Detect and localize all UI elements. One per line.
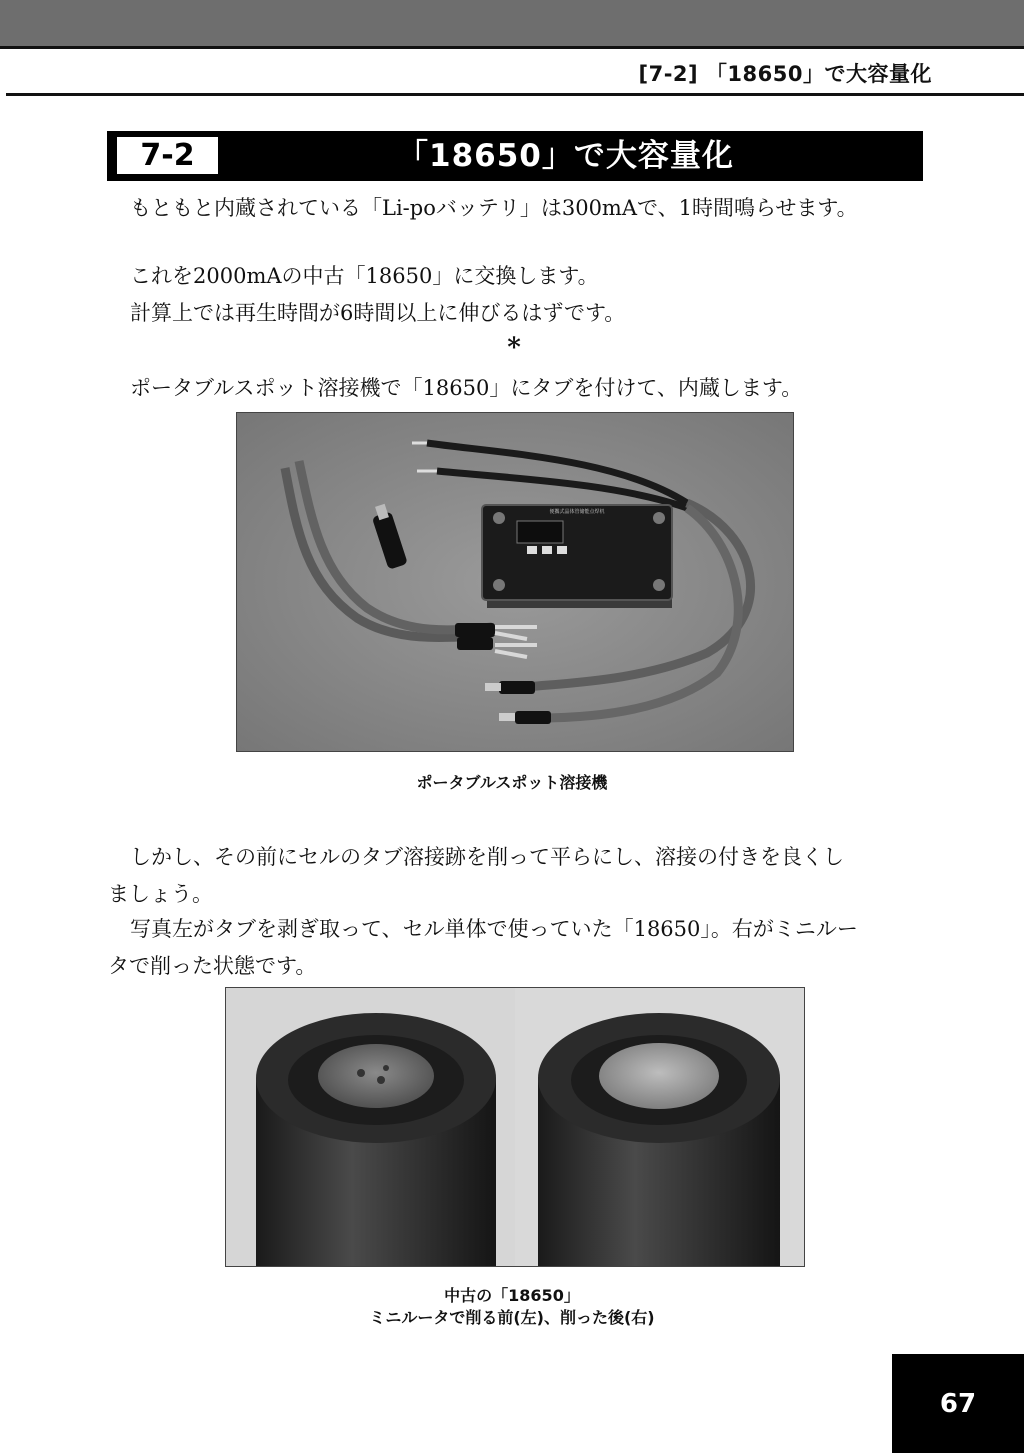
paragraph-6-line-2: タで削った状態です。 xyxy=(108,954,317,978)
top-band xyxy=(0,0,1024,46)
section-title: 「18650」で大容量化 xyxy=(397,138,734,174)
paragraph-5-line-2: ましょう。 xyxy=(108,882,213,906)
paragraph-4: ポータブルスポット溶接機で「18650」にタブを付けて、内蔵します。 xyxy=(130,376,803,400)
paragraph-6-line-1: 写真左がタブを剥ぎ取って、セル単体で使っていた「18650」。右がミニルー xyxy=(130,917,858,941)
section-number: 7-2 xyxy=(115,135,220,176)
spot-welder-photo xyxy=(236,412,794,752)
figure-2-caption-line-1: 中古の「18650」 xyxy=(444,1286,580,1305)
paragraph-5-line-1: しかし、その前にセルのタブ溶接跡を削って平らにし、溶接の付きを良くし xyxy=(130,845,844,869)
section-separator: * xyxy=(507,333,521,363)
paragraph-1: もともと内蔵されている「Li-poバッテリ」は300mAで、1時間鳴らせます。 xyxy=(130,196,858,220)
paragraph-2: これを2000mAの中古「18650」に交換します。 xyxy=(130,264,599,288)
welder-panel-label: 便攜式晶体管储能点焊机 xyxy=(549,509,605,515)
paragraph-3: 計算上では再生時間が6時間以上に伸びるはずです。 xyxy=(130,301,626,325)
figure-2-caption-line-2: ミニルータで削る前(左)、削った後(右) xyxy=(369,1308,655,1327)
figure-1-caption: ポータブルスポット溶接機 xyxy=(416,773,608,792)
head-rule xyxy=(6,93,1024,96)
page-number: 67 xyxy=(892,1354,1024,1453)
top-rule xyxy=(0,46,1024,49)
battery-cells-photo xyxy=(225,987,805,1267)
section-heading-bar xyxy=(107,131,923,181)
running-head: [7-2] 「18650」で大容量化 xyxy=(638,62,932,86)
